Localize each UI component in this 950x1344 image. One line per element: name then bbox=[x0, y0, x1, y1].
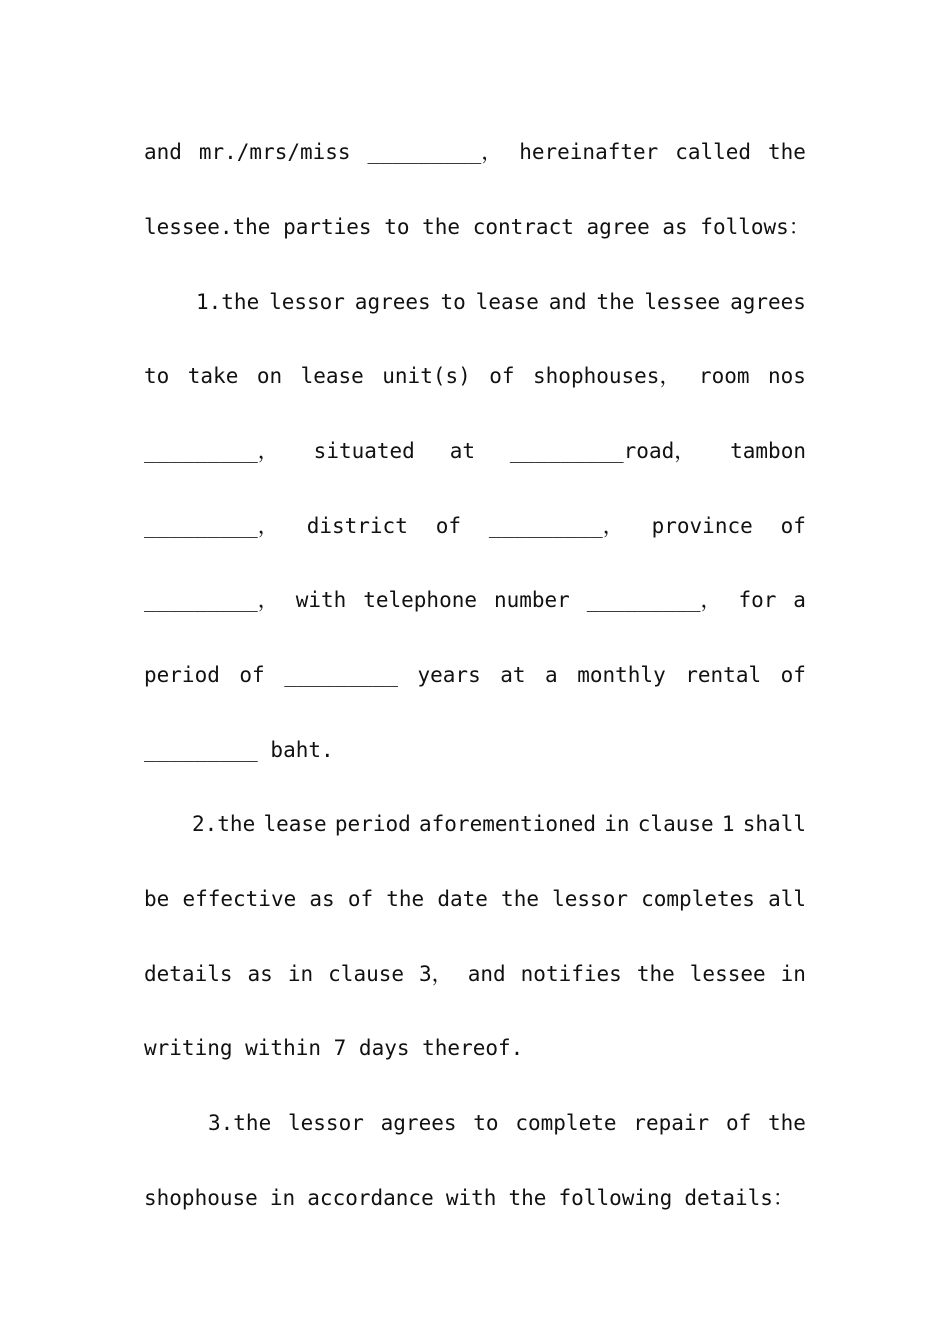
word: lessor bbox=[552, 887, 628, 911]
word: telephone bbox=[363, 588, 478, 612]
word: the bbox=[596, 290, 635, 314]
word: unit(s) bbox=[382, 364, 471, 388]
word: lessee bbox=[644, 290, 721, 314]
word: the bbox=[768, 140, 806, 164]
word: completes bbox=[641, 887, 755, 911]
word: in bbox=[287, 962, 314, 986]
word: and bbox=[548, 290, 587, 314]
blank-field-baht: _________ baht. bbox=[144, 738, 334, 762]
word: accordance bbox=[307, 1186, 434, 1210]
word: district bbox=[306, 514, 408, 538]
word: clause bbox=[328, 962, 405, 986]
word: mr./mrs/miss bbox=[198, 140, 351, 164]
word: lease bbox=[300, 364, 364, 388]
word: aforementioned bbox=[419, 812, 597, 836]
clause-1-line-7 bbox=[144, 735, 806, 765]
word: take bbox=[187, 364, 239, 388]
word: date bbox=[437, 887, 488, 911]
blank-field: _________， bbox=[367, 140, 503, 164]
word: on bbox=[256, 364, 283, 388]
clause-1-line-3 bbox=[144, 436, 806, 466]
word: complete bbox=[515, 1111, 617, 1135]
word: the bbox=[636, 962, 675, 986]
clause-1-line-5 bbox=[144, 585, 806, 615]
word: lessor bbox=[269, 290, 345, 314]
word: the bbox=[501, 887, 539, 911]
clause-number-word: 2.the bbox=[192, 812, 256, 836]
word: to bbox=[144, 364, 170, 388]
word: and bbox=[144, 140, 182, 164]
word: province bbox=[651, 514, 753, 538]
word: at bbox=[449, 439, 475, 463]
word: called bbox=[675, 140, 752, 164]
word: lessor bbox=[288, 1111, 364, 1135]
blank-field: _________ bbox=[284, 663, 398, 687]
word: of bbox=[435, 514, 462, 538]
word: details： bbox=[684, 1186, 794, 1210]
word: nos bbox=[767, 364, 806, 388]
clause-2-line-4 bbox=[144, 1033, 806, 1063]
word: details bbox=[144, 962, 233, 986]
blank-field: _________， bbox=[144, 439, 279, 463]
blank-field: _________， bbox=[488, 514, 624, 538]
word: situated bbox=[313, 439, 415, 463]
word: at bbox=[500, 663, 526, 687]
clause-1-line-1 bbox=[196, 287, 806, 317]
word: a bbox=[545, 663, 558, 687]
word: tambon bbox=[730, 439, 806, 463]
word: the bbox=[508, 1186, 547, 1210]
word: and bbox=[467, 962, 506, 986]
blank-field: _________， bbox=[144, 588, 279, 612]
blank-field: _________， bbox=[144, 514, 279, 538]
word: in bbox=[780, 962, 806, 986]
word: rental bbox=[685, 663, 762, 687]
clause-3-line-2 bbox=[144, 1183, 794, 1213]
word: hereinafter bbox=[519, 140, 659, 164]
word: the bbox=[386, 887, 425, 911]
word: of bbox=[347, 887, 374, 911]
clause-1-line-6 bbox=[144, 660, 806, 690]
word: period bbox=[334, 812, 411, 836]
word: of bbox=[725, 1111, 752, 1135]
sentence: writing within 7 days thereof. bbox=[144, 1036, 524, 1060]
word: agrees bbox=[354, 290, 431, 314]
word: agrees bbox=[380, 1111, 457, 1135]
clause-2-line-2 bbox=[144, 884, 806, 914]
clause-3-line-1 bbox=[208, 1108, 806, 1138]
clause-1-line-4 bbox=[144, 511, 806, 541]
word: in bbox=[604, 812, 630, 836]
word: be bbox=[144, 887, 170, 911]
word: of bbox=[239, 663, 265, 687]
word: with bbox=[295, 588, 347, 612]
word: the bbox=[768, 1111, 806, 1135]
word: to bbox=[473, 1111, 499, 1135]
word: years bbox=[417, 663, 481, 687]
blank-field: _________road， bbox=[509, 439, 696, 463]
word: lease bbox=[475, 290, 539, 314]
blank-field: _________， bbox=[586, 588, 722, 612]
word: with bbox=[445, 1186, 497, 1210]
word: of bbox=[780, 514, 806, 538]
word: a bbox=[793, 588, 806, 612]
word: as bbox=[309, 887, 335, 911]
clause-number-word: 1.the bbox=[196, 290, 260, 314]
word: shall bbox=[742, 812, 806, 836]
text-line-2 bbox=[144, 212, 810, 242]
word: number bbox=[493, 588, 570, 612]
word: 1 bbox=[721, 812, 735, 836]
word: lessee bbox=[689, 962, 766, 986]
clause-number-word: 3.the bbox=[208, 1111, 272, 1135]
word: as bbox=[247, 962, 273, 986]
clause-2-line-3 bbox=[144, 959, 806, 989]
word: of bbox=[489, 364, 515, 388]
word: shophouse bbox=[144, 1186, 258, 1210]
word: monthly bbox=[577, 663, 666, 687]
word: room bbox=[698, 364, 750, 388]
word: notifies bbox=[520, 962, 622, 986]
word: all bbox=[768, 887, 806, 911]
word: effective bbox=[182, 887, 297, 911]
word: period bbox=[144, 663, 220, 687]
word: of bbox=[780, 663, 806, 687]
word: lease bbox=[263, 812, 327, 836]
clause-1-line-2 bbox=[144, 361, 806, 391]
sentence: lessee.the parties to the contract agree as follows： bbox=[144, 215, 810, 239]
word: shophouses， bbox=[533, 364, 681, 388]
word: repair bbox=[633, 1111, 710, 1135]
word: in bbox=[269, 1186, 296, 1210]
word: following bbox=[558, 1186, 673, 1210]
clause-2-line-1 bbox=[192, 809, 806, 839]
word: 3， bbox=[419, 962, 453, 986]
word: to bbox=[440, 290, 466, 314]
word: agrees bbox=[730, 290, 806, 314]
word: for bbox=[738, 588, 777, 612]
word: clause bbox=[637, 812, 714, 836]
text-line-1 bbox=[144, 137, 806, 167]
